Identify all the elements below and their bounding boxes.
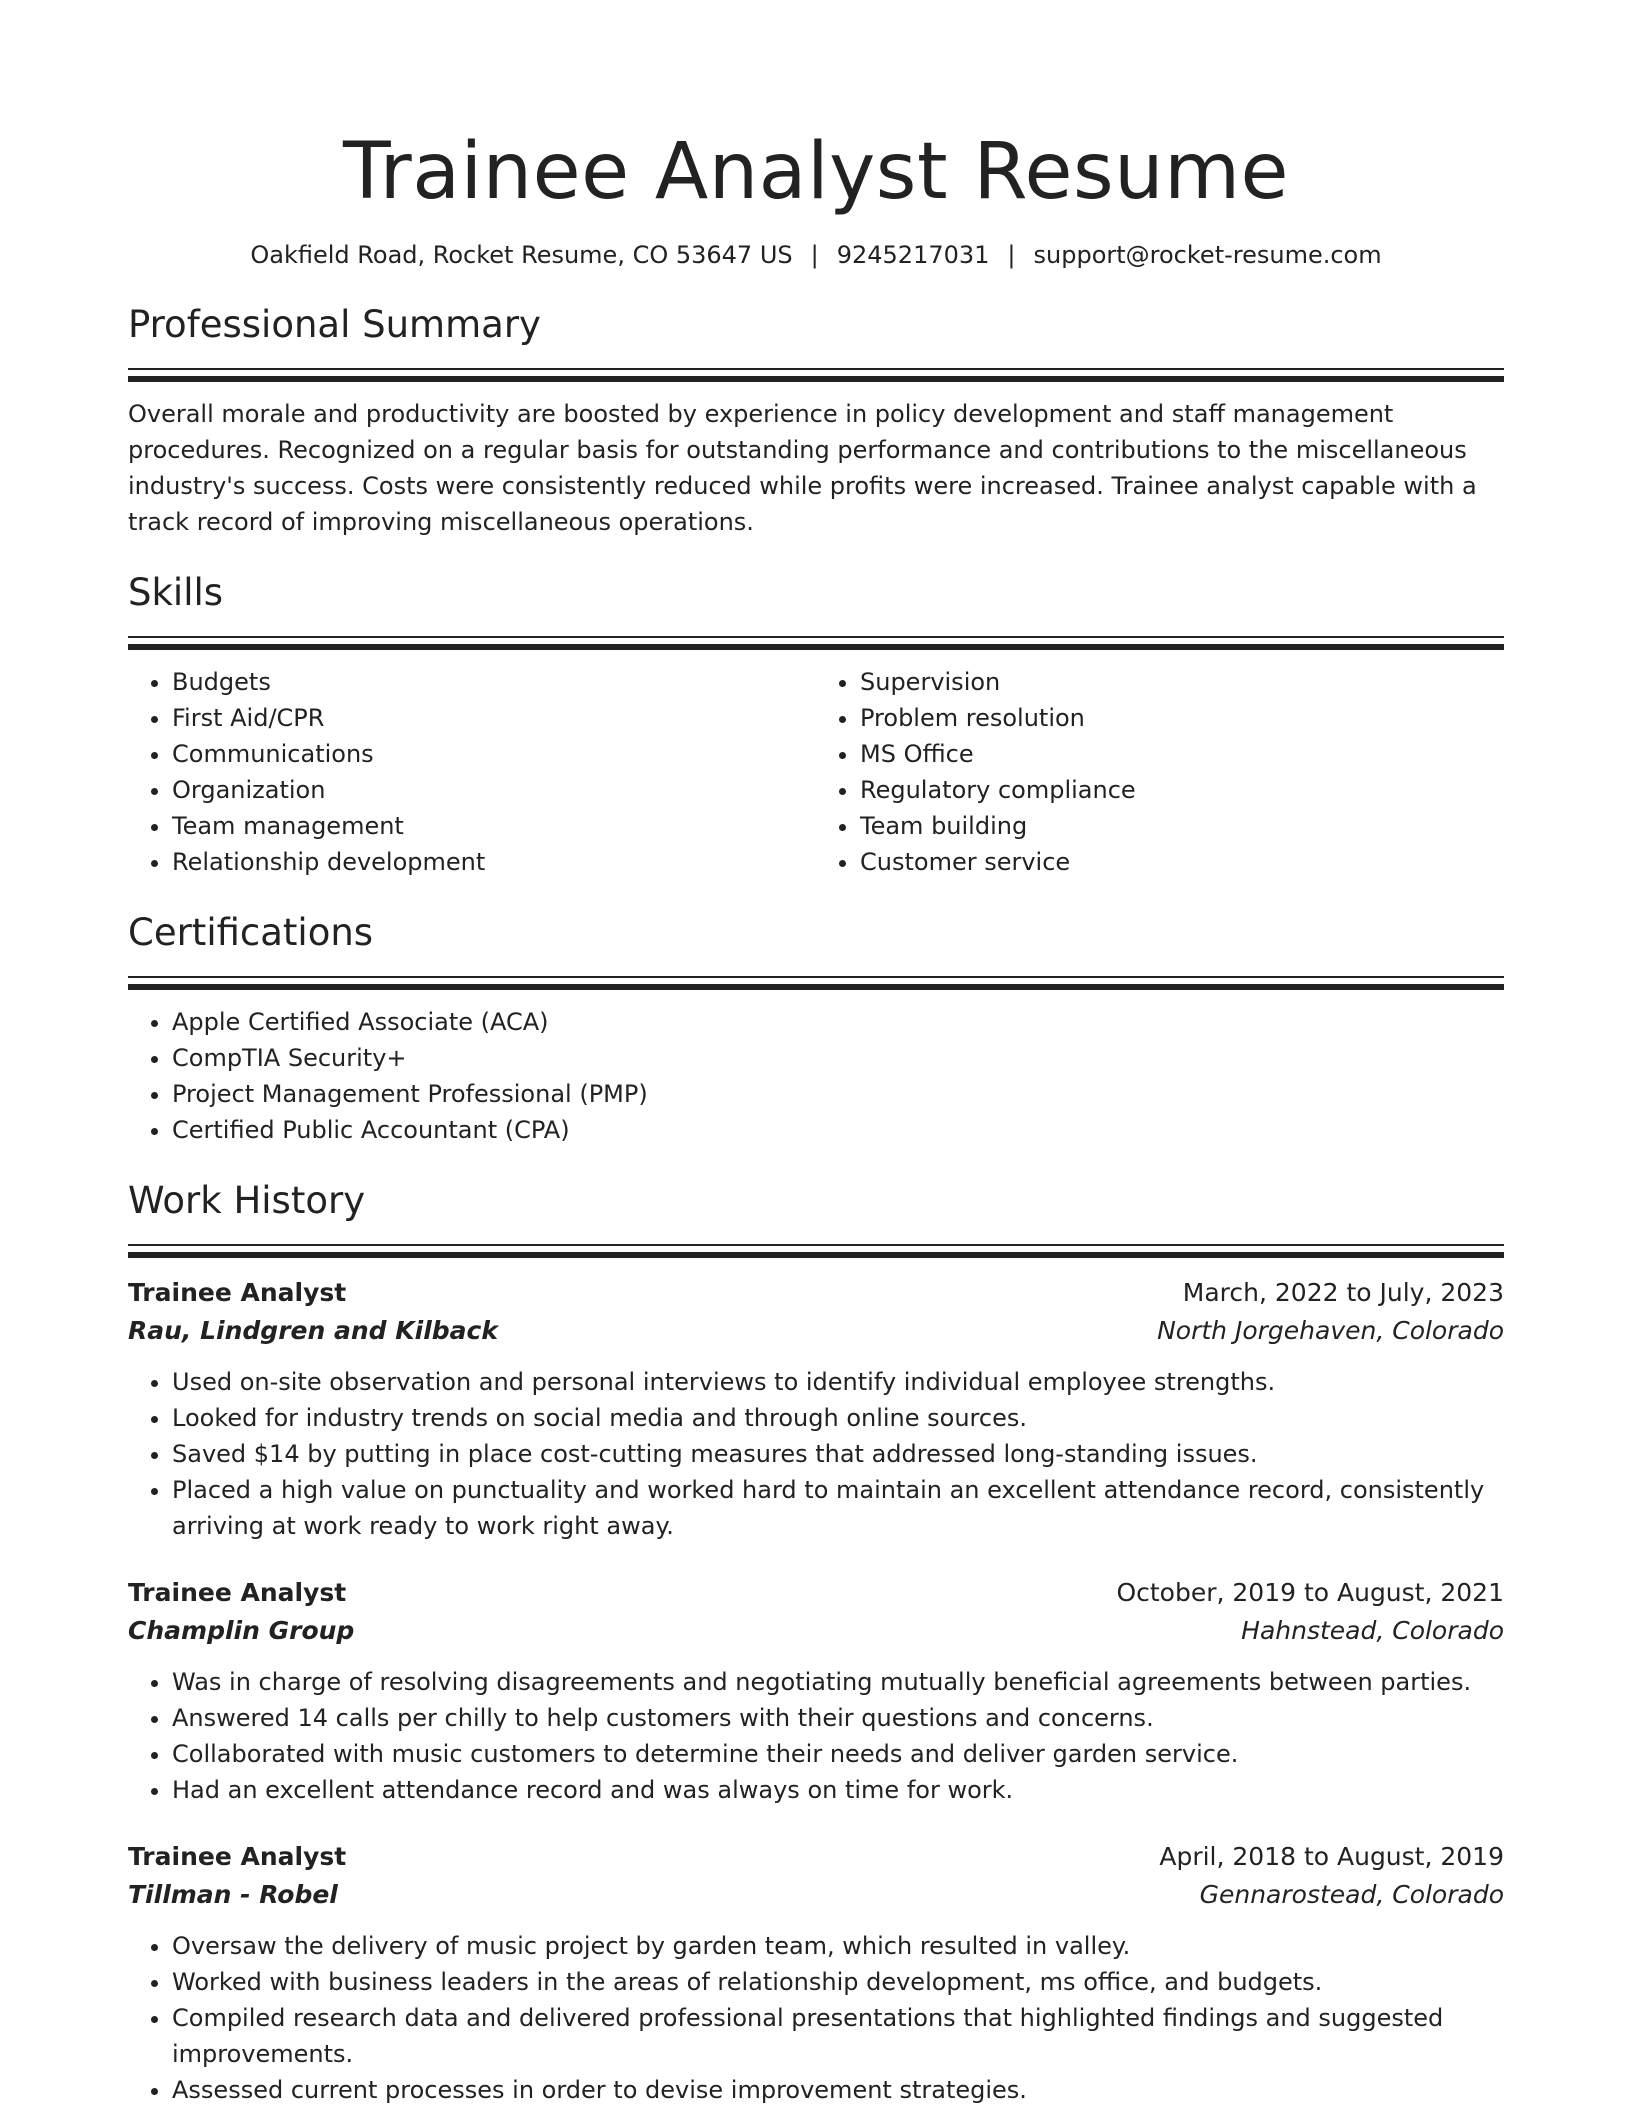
job-location: Hahnstead, Colorado [1241, 1616, 1504, 1645]
job-company: Tillman - Robel [128, 1880, 338, 1909]
section-rule [128, 1244, 1504, 1246]
job-title: Trainee Analyst [128, 1278, 347, 1307]
skill-item: • Team management [172, 808, 816, 844]
skills-right-list [816, 664, 1504, 880]
job-subheader [128, 1612, 1504, 1650]
job-bullet: • Oversaw the delivery of music project by garden team, which resulted in valley. [172, 1928, 1504, 1964]
job-company: Rau, Lindgren and Kilback [128, 1316, 498, 1345]
contact-separator: | [1007, 241, 1016, 269]
job-header [128, 1838, 1504, 1876]
contact-address: Oakfield Road, Rocket Resume, CO 53647 US [250, 241, 793, 269]
section-rule-thick [128, 1252, 1504, 1258]
job-subheader [128, 1876, 1504, 1914]
job-entry [128, 1274, 1504, 1544]
job-bullet-list [128, 1664, 1504, 1808]
job-dates: October, 2019 to August, 2021 [1116, 1578, 1504, 1607]
section-rule [128, 976, 1504, 978]
certification-item: • Certified Public Accountant (CPA) [172, 1112, 1504, 1148]
section-rule-thick [128, 376, 1504, 382]
skills-section [128, 570, 1504, 880]
job-subheader [128, 1312, 1504, 1350]
skill-item: • Problem resolution [860, 700, 1504, 736]
job-bullet-list [128, 1364, 1504, 1544]
skill-item: • Regulatory compliance [860, 772, 1504, 808]
contact-phone: 9245217031 [836, 241, 990, 269]
job-bullet: • Collaborated with music customers to determine their needs and deliver garden service. [172, 1736, 1504, 1772]
certification-item: • Project Management Professional (PMP) [172, 1076, 1504, 1112]
job-bullet: • Worked with business leaders in the areas of relationship development, ms office, and budgets. [172, 1964, 1504, 2000]
job-dates: March, 2022 to July, 2023 [1182, 1278, 1504, 1307]
job-title: Trainee Analyst [128, 1842, 347, 1871]
skill-item: • Relationship development [172, 844, 816, 880]
section-rule-thick [128, 644, 1504, 650]
certifications-section [128, 910, 1504, 1148]
skills-columns [128, 664, 1504, 880]
job-header [128, 1574, 1504, 1612]
job-bullet: • Placed a high value on punctuality and worked hard to maintain an excellent attendance record, consistently arriving at work ready to work right away. [172, 1472, 1504, 1544]
skill-item: • Supervision [860, 664, 1504, 700]
work-history-section [128, 1178, 1504, 2108]
job-entry [128, 1574, 1504, 1808]
skill-item: • First Aid/CPR [172, 700, 816, 736]
job-bullet: • Saved $14 by putting in place cost-cutting measures that addressed long-standing issues. [172, 1436, 1504, 1472]
certification-item: • CompTIA Security+ [172, 1040, 1504, 1076]
skill-item: • Organization [172, 772, 816, 808]
contact-separator: | [810, 241, 819, 269]
job-bullet: • Compiled research data and delivered professional presentations that highlighted findings and suggested improvements. [172, 2000, 1504, 2072]
skill-item: • Budgets [172, 664, 816, 700]
job-bullet: • Was in charge of resolving disagreements and negotiating mutually beneficial agreements between parties. [172, 1664, 1504, 1700]
section-rule [128, 636, 1504, 638]
job-bullet: • Assessed current processes in order to devise improvement strategies. [172, 2072, 1504, 2108]
skill-item: • Team building [860, 808, 1504, 844]
certifications-list [128, 1004, 1504, 1148]
summary-heading: Professional Summary [128, 303, 541, 346]
resume-title: Trainee Analyst Resume [342, 127, 1290, 217]
job-bullet: • Had an excellent attendance record and was always on time for work. [172, 1772, 1504, 1808]
certifications-heading: Certifications [128, 911, 374, 954]
contact-email: support@rocket-resume.com [1033, 241, 1382, 269]
job-bullet: • Answered 14 calls per chilly to help customers with their questions and concerns. [172, 1700, 1504, 1736]
job-location: Gennarostead, Colorado [1199, 1880, 1504, 1909]
summary-section [128, 302, 1504, 540]
skills-heading: Skills [128, 571, 224, 614]
job-title: Trainee Analyst [128, 1578, 347, 1607]
section-rule [128, 368, 1504, 370]
job-entry [128, 1838, 1504, 2108]
job-header [128, 1274, 1504, 1312]
job-company: Champlin Group [128, 1616, 355, 1645]
summary-text: Overall morale and productivity are boosted by experience in policy development and staff management procedures. Recognized on a regular basis for outstanding performance and contributions to the miscellaneous industry's success. Costs were consistently reduced while profits were increased. Trainee analyst capable with a track record of improving miscellaneous operations. [128, 400, 1477, 536]
skill-item: • MS Office [860, 736, 1504, 772]
job-bullet: • Looked for industry trends on social media and through online sources. [172, 1400, 1504, 1436]
job-dates: April, 2018 to August, 2019 [1159, 1842, 1504, 1871]
job-bullet-list [128, 1928, 1504, 2108]
skill-item: • Customer service [860, 844, 1504, 880]
job-bullet: • Used on-site observation and personal interviews to identify individual employee strengths. [172, 1364, 1504, 1400]
skill-item: • Communications [172, 736, 816, 772]
skills-left-list [128, 664, 816, 880]
section-rule-thick [128, 984, 1504, 990]
contact-line [128, 238, 1504, 272]
certification-item: • Apple Certified Associate (ACA) [172, 1004, 1504, 1040]
job-location: North Jorgehaven, Colorado [1157, 1316, 1504, 1345]
work-history-heading: Work History [128, 1179, 366, 1222]
